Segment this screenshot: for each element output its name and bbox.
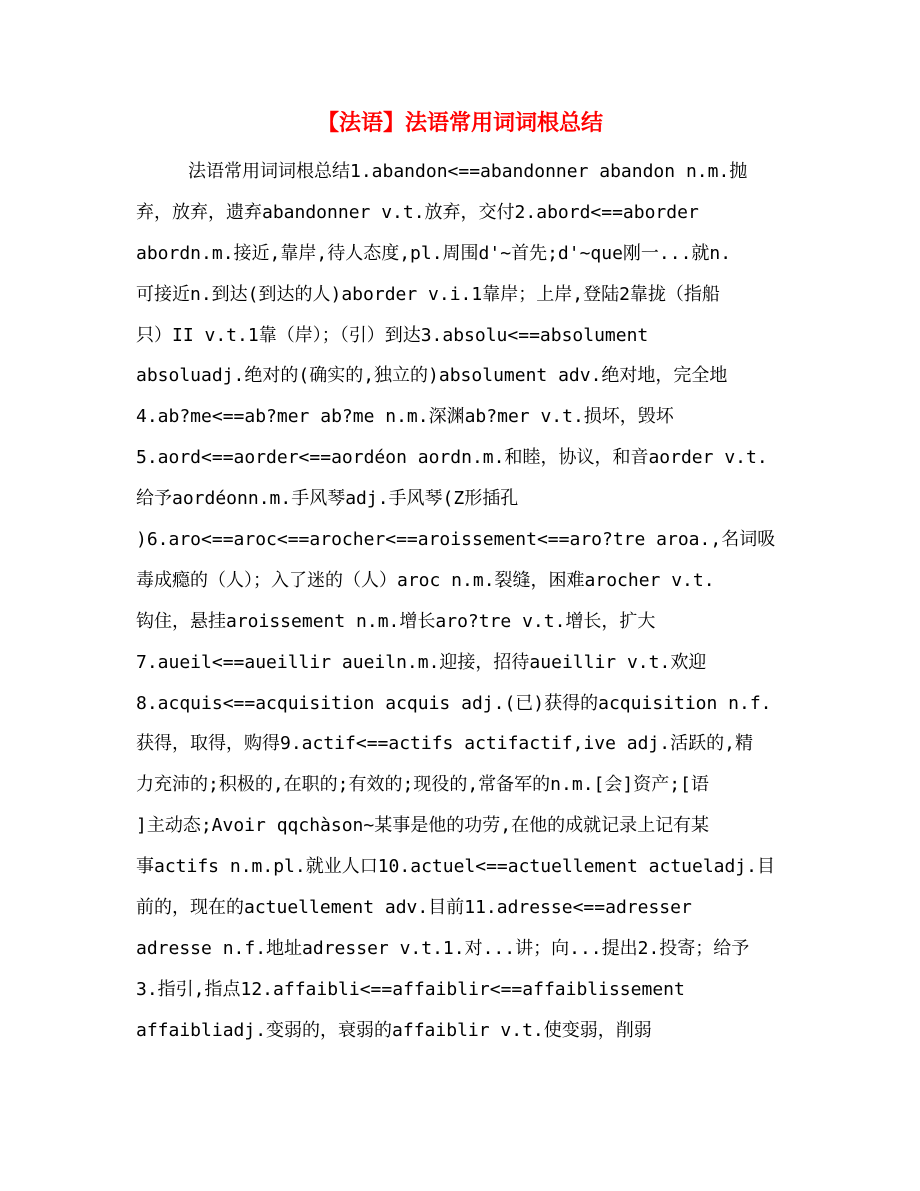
text-line: 给予aordéonn.m.手风琴adj.手风琴(Z形插孔 — [136, 488, 519, 510]
text-line: 毒成瘾的（人）；入了迷的（人）aroc n.m.裂缝，困难arocher v.t. — [136, 569, 715, 591]
document-body — [136, 152, 786, 1052]
text-line: 前的，现在的actuellement adv.目前11.adresse<==adresser — [136, 897, 692, 919]
text-line: 力充沛的;积极的,在职的;有效的;现役的,常备军的n.m.[会]资产;[语 — [136, 774, 709, 796]
text-line: 事actifs n.m.pl.就业人口10.actuel<==actuellement actueladj.目 — [136, 856, 776, 878]
text-line: 8.acquis<==acquisition acquis adj.(已)获得的acquisition n.f. — [136, 692, 772, 714]
text-line: 7.aueil<==aueillir aueiln.m.迎接，招待aueillir v.t.欢迎 — [136, 651, 707, 673]
text-line: )6.aro<==aroc<==arocher<==aroissement<==aro?tre aroa.,名词吸 — [136, 529, 776, 551]
document-title: 【法语】法语常用词词根总结 — [316, 111, 603, 136]
text-line: 法语常用词词根总结1.abandon<==abandonner abandon n.m.抛 — [188, 161, 748, 182]
text-line: 5.aord<==aorder<==aordéon aordn.m.和睦，协议，和音aorder v.t. — [136, 447, 768, 469]
text-line: 获得，取得，购得9.actif<==actifs actifactif,ive adj.活跃的,精 — [136, 733, 753, 755]
text-line: 钩住，悬挂aroissement n.m.增长aro?tre v.t.增长，扩大 — [136, 610, 656, 632]
text-line: 3.指引,指点12.affaibli<==affaiblir<==affaiblissement — [136, 978, 685, 1000]
text-line: 只）II v.t.1靠（岸）；（引）到达3.absolu<==absolument — [136, 324, 649, 346]
text-line: affaibliadj.变弱的，衰弱的affaiblir v.t.使变弱，削弱 — [136, 1019, 652, 1041]
text-line: 4.ab?me<==ab?mer ab?me n.m.深渊ab?mer v.t.损坏，毁坏 — [136, 406, 674, 428]
text-line: 弃，放弃，遗弃abandonner v.t.放弃，交付2.abord<==aborder — [136, 201, 699, 223]
text-line: adresse n.f.地址adresser v.t.1.对...讲；向...提出2.投寄；给予 — [136, 937, 750, 959]
text-line: abordn.m.接近,靠岸,待人态度,pl.周围d'~首先;d'~que刚一...就n. — [136, 242, 732, 264]
text-line: ]主动态;Avoir qqchàson~某事是他的功劳,在他的成就记录上记有某 — [136, 815, 710, 837]
text-line: 可接近n.到达(到达的人)aborder v.i.1靠岸；上岸,登陆2靠拢（指船 — [136, 283, 720, 305]
text-line: absoluadj.绝对的(确实的,独立的)absolument adv.绝对地，完全地 — [136, 365, 728, 387]
